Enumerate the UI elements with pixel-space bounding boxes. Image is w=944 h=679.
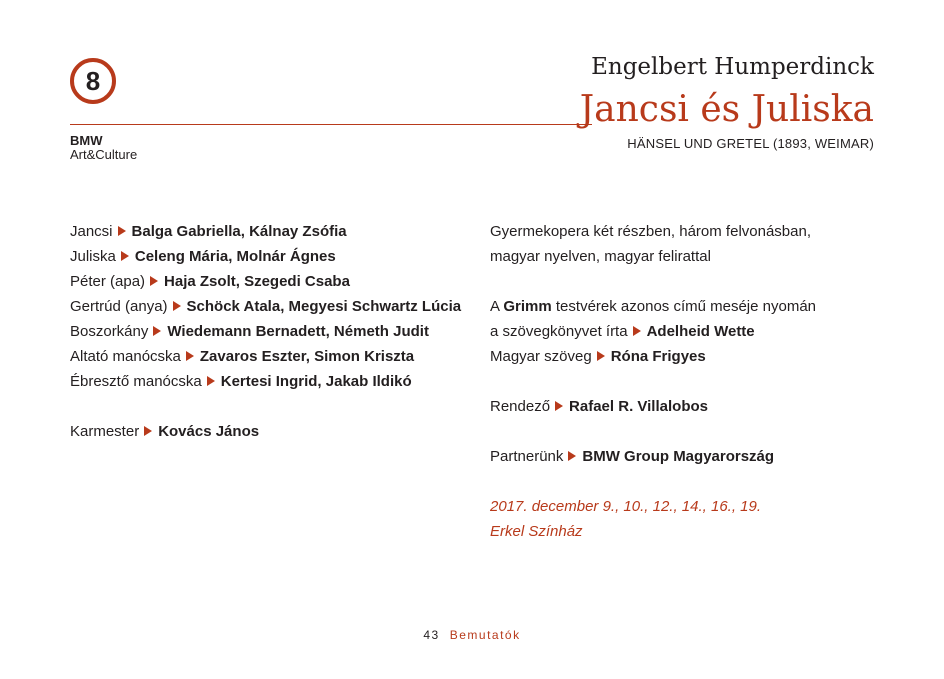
section-name: Bemutatók <box>449 628 521 642</box>
conductor-row <box>70 419 470 444</box>
cast-row <box>70 219 470 244</box>
venue: Erkel Színház <box>490 523 583 540</box>
performer-names: Kertesi Ingrid, Jakab Ildikó <box>220 373 412 390</box>
role-label: Jancsi <box>70 223 113 240</box>
performer-names: Balga Gabriella, Kálnay Zsófia <box>131 223 347 240</box>
performer-names: Haja Zsolt, Szegedi Csaba <box>164 273 350 290</box>
libretto-row <box>490 319 890 344</box>
cast-row <box>70 344 470 369</box>
performer-names: Zavaros Eszter, Simon Kriszta <box>199 348 415 365</box>
arrow-icon <box>118 226 126 236</box>
arrow-icon <box>144 426 152 436</box>
sponsor-subbrand: Art&Culture <box>70 147 138 162</box>
librettist-name: Adelheid Wette <box>646 323 755 340</box>
performer-names: Wiedemann Bernadett, Németh Judit <box>167 323 429 340</box>
conductor-name: Kovács János <box>158 423 260 440</box>
partner-name: BMW Group Magyarország <box>582 448 775 465</box>
opera-title: Jancsi és Juliska <box>579 89 874 130</box>
arrow-icon <box>173 301 181 311</box>
cast-row <box>70 369 470 394</box>
role-label: Juliska <box>70 248 116 265</box>
sponsor-logo <box>70 134 137 162</box>
role-label: Ébresztő manócska <box>70 373 202 390</box>
arrow-icon <box>121 251 129 261</box>
role-label: Rendező <box>490 398 551 415</box>
source-line <box>490 294 890 319</box>
role-label: Partnerünk <box>490 448 564 465</box>
page-footer <box>0 628 944 642</box>
spacer <box>490 419 890 444</box>
arrow-icon <box>207 376 215 386</box>
description-line: magyar nyelven, magyar felirattal <box>490 248 711 265</box>
role-label: a szövegkönyvet írta <box>490 323 628 340</box>
description-line: Gyermekopera két részben, három felvonásban, <box>490 223 811 240</box>
page-number: 43 <box>423 628 440 642</box>
director-row <box>490 394 890 419</box>
arrow-icon <box>555 401 563 411</box>
director-name: Rafael R. Villalobos <box>569 398 708 415</box>
spacer <box>70 394 470 419</box>
production-info <box>490 219 890 544</box>
cast-row <box>70 294 470 319</box>
arrow-icon <box>633 326 641 336</box>
role-label: Gertrúd (anya) <box>70 298 168 315</box>
arrow-icon <box>568 451 576 461</box>
header-rule <box>70 124 592 125</box>
cast-row <box>70 244 470 269</box>
spacer <box>490 369 890 394</box>
role-label: Karmester <box>70 423 140 440</box>
arrow-icon <box>150 276 158 286</box>
performance-dates: 2017. december 9., 10., 12., 14., 16., 19. <box>490 498 762 515</box>
translator-name: Róna Frigyes <box>610 348 706 365</box>
program-number-badge <box>70 58 116 104</box>
cast-row <box>70 269 470 294</box>
source-suffix: testvérek azonos című meséje nyomán <box>551 298 817 315</box>
performer-names: Celeng Mária, Molnár Ágnes <box>134 248 336 265</box>
cast-row <box>70 319 470 344</box>
role-label: Boszorkány <box>70 323 149 340</box>
arrow-icon <box>186 351 194 361</box>
arrow-icon <box>597 351 605 361</box>
source-prefix: A <box>490 298 504 315</box>
partner-row <box>490 444 890 469</box>
translation-row <box>490 344 890 369</box>
source-author: Grimm <box>503 298 552 315</box>
role-label: Altató manócska <box>70 348 181 365</box>
spacer <box>490 269 890 294</box>
original-title: HÄNSEL UND GRETEL (1893, WEIMAR) <box>627 136 874 151</box>
performer-names: Schöck Atala, Megyesi Schwartz Lúcia <box>186 298 462 315</box>
role-label: Magyar szöveg <box>490 348 592 365</box>
arrow-icon <box>153 326 161 336</box>
program-number: 8 <box>85 65 101 96</box>
spacer <box>490 469 890 494</box>
cast-list <box>70 219 470 444</box>
sponsor-brand: BMW <box>70 133 103 148</box>
composer-name: Engelbert Humperdinck <box>591 54 874 80</box>
role-label: Péter (apa) <box>70 273 146 290</box>
